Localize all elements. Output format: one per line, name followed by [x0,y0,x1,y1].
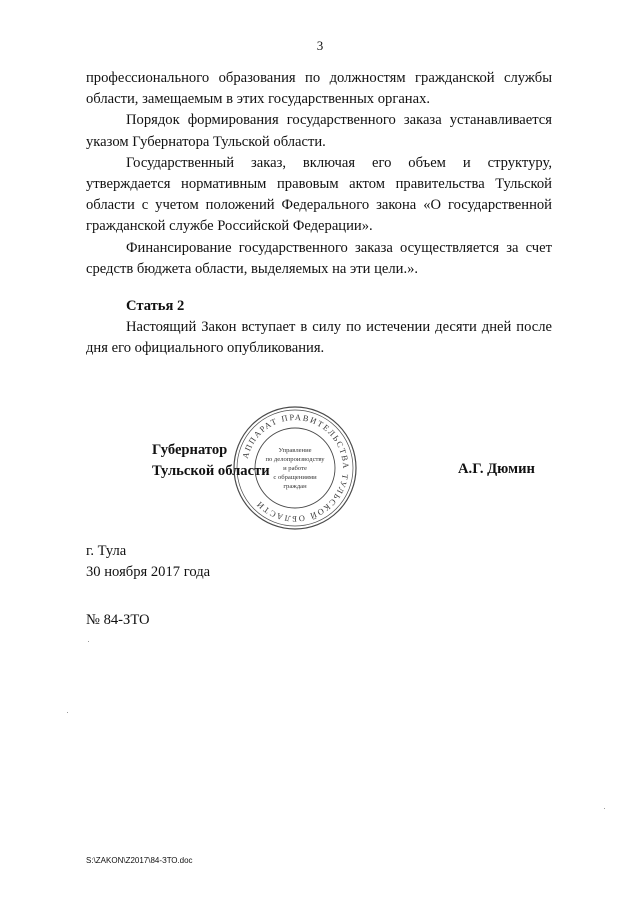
seal-center-line: Управление [278,447,312,454]
place: г. Тула [86,543,127,559]
article-2 [86,296,552,360]
seal-center-line: и работе [283,465,307,472]
seal-center-line: по делопроизводству [265,456,325,463]
paragraph-order-formation: Порядок формирования государственного заказа устанавливается указом Губернатора Тульской области. [86,112,552,150]
file-path: S:\ZAKON\Z2017\84-ЗТО.doc [86,856,193,865]
seal-ring-text: АППАРАТ ПРАВИТЕЛЬСТВА ТУЛЬСКОЙ ОБЛАСТИ [240,412,351,524]
article-text: Настоящий Закон вступает в силу по истечении десяти дней после дня его официального опубликования. [86,319,552,357]
article-title: Статья 2 [126,298,185,314]
signatory-position [152,440,270,482]
signatory-name: А.Г. Дюмин [458,461,535,477]
signatory-position-line: Тульской области [152,463,270,479]
signatory-position-line: Губернатор [152,442,228,458]
date: 30 ноября 2017 года [86,564,211,580]
seal-center-line: с обращениями [273,474,317,481]
scan-speck [67,712,68,713]
paragraph-financing: Финансирование государственного заказа осуществляется за счет средств бюджета области, выделяемых на эти цели.». [86,239,552,277]
scan-speck [88,641,89,642]
paragraph-continuation: профессионального образования по должностям гражданской службы области, замещаемым в этих государственных органах. [86,70,552,108]
law-number: № 84-ЗТО [86,612,150,628]
seal-center-line: граждан [283,483,307,490]
page-number: 3 [316,38,324,53]
law-text-continuation [86,68,552,280]
scan-speck [604,808,605,809]
place-and-date [86,541,210,583]
paragraph-state-order-approval: Государственный заказ, включая его объем и структуру, утверждается нормативным правовым актом правительства Тульской области с учетом положений Федерального закона «О государственной гражданской службе Российской Федерации». [86,154,552,235]
